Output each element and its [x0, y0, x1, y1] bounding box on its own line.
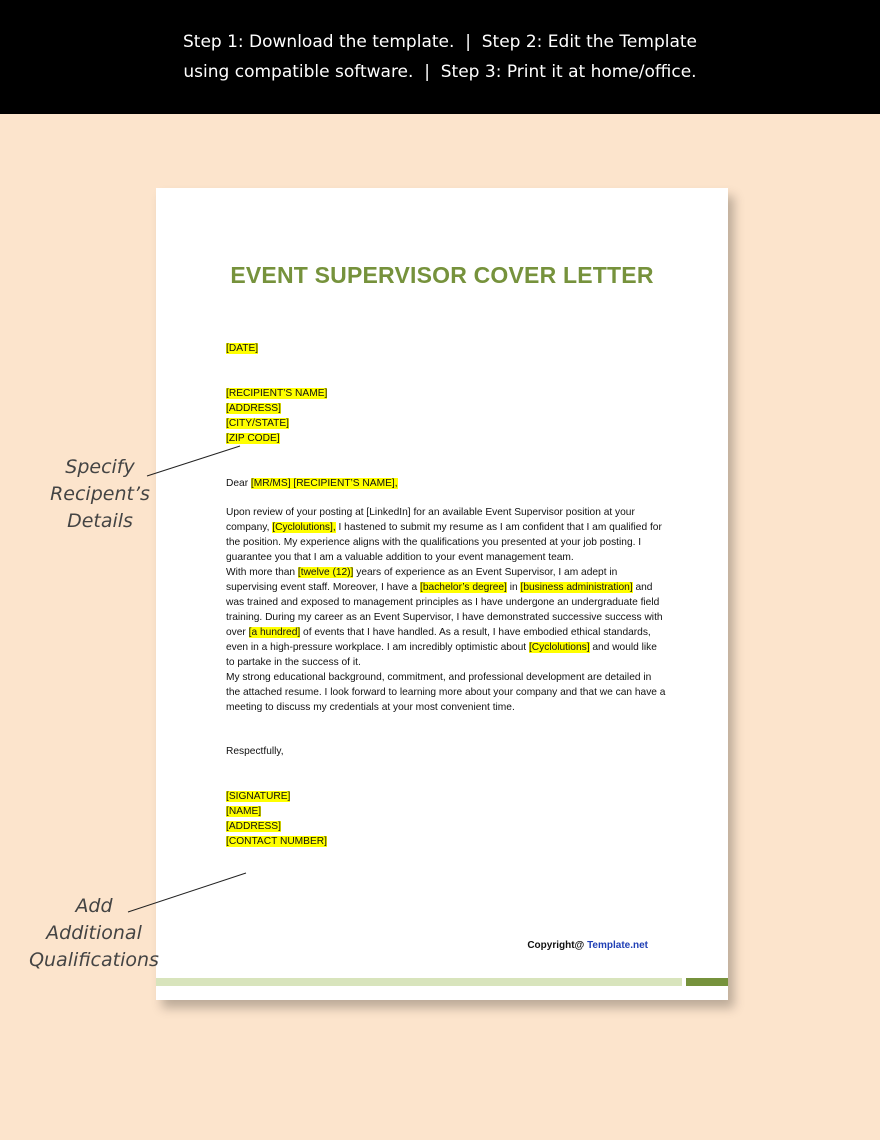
- document-title: EVENT SUPERVISOR COVER LETTER: [230, 262, 654, 288]
- letter-body: [226, 341, 666, 849]
- para2-text-3: in: [506, 582, 521, 593]
- banner-line-1: Step 1: Download the template. | Step 2: Edit the Template: [182, 32, 697, 52]
- copyright-label: Copyright@: [527, 940, 588, 951]
- para2-highlight-3: [business administration]: [520, 582, 633, 593]
- banner-line-2: using compatible software. | Step 3: Print it at home/office.: [183, 62, 697, 82]
- sender-contact: [CONTACT NUMBER]: [226, 836, 327, 847]
- para2-highlight-4: [a hundred]: [248, 627, 301, 638]
- footer-bar-light: [156, 978, 682, 986]
- document-page: [156, 188, 728, 1000]
- sender-signature: [SIGNATURE]: [226, 791, 291, 802]
- footer-bar-dark: [686, 978, 728, 986]
- para2-text-5: of events that I have handled. As a result, I have embodied ethical standards, even in a high-pressure workplace. I am incredibly optimistic about: [226, 627, 651, 653]
- callout-qual-line-3: Qualifications: [29, 949, 159, 971]
- callout-recipient-line-3: Details: [67, 510, 133, 532]
- para1-highlight-1: [Cyclolutions],: [272, 522, 336, 533]
- paragraph-1: [226, 505, 666, 565]
- para2-highlight-1: [twelve (12)]: [297, 567, 354, 578]
- paragraph-2: [226, 565, 666, 670]
- instruction-banner: [0, 0, 880, 114]
- callout-qual-line-1: Add: [75, 895, 113, 917]
- callout-recipient-line-2: Recipent’s: [50, 483, 150, 505]
- sender-block: [226, 789, 666, 849]
- date-placeholder: [DATE]: [226, 343, 259, 354]
- template-net-link[interactable]: Template.net: [587, 940, 648, 951]
- recipient-address: [ADDRESS]: [226, 403, 281, 414]
- para2-text-4: and was trained and exposed to management principles as I have undergone an undergraduate field training. During my career as an Event Supervisor, I have demonstrated successive success with over: [226, 582, 663, 638]
- callout-additional-qualifications: [18, 893, 170, 974]
- salutation: [226, 476, 666, 491]
- para2-text-6: and would like to partake in the success of it.: [226, 642, 657, 668]
- salutation-name: [MR/MS] [RECIPIENT’S NAME],: [250, 478, 398, 489]
- para2-highlight-2: [bachelor’s degree]: [420, 582, 507, 593]
- callout-recipient-details: [38, 454, 162, 535]
- para2-text-1: With more than: [226, 567, 298, 578]
- sender-name: [NAME]: [226, 806, 262, 817]
- para2-highlight-5: [Cyclolutions]: [528, 642, 590, 653]
- recipient-block: [226, 386, 666, 446]
- paragraph-3: My strong educational background, commitment, and professional development are detailed in the attached resume. I look forward to learning more about your company and that we can have a meeting to discuss my credentials at your most convenient time.: [226, 672, 666, 713]
- recipient-name: [RECIPIENT’S NAME]: [226, 388, 328, 399]
- para1-text-1: Upon review of your posting at [LinkedIn] for an available Event Supervisor position at your company,: [226, 507, 635, 533]
- callout-qual-line-2: Additional: [46, 922, 142, 944]
- para2-text-2: years of experience as an Event Supervisor, I am adept in supervising event staff. Moreover, I have a: [226, 567, 618, 593]
- copyright-notice: [527, 940, 648, 951]
- sender-address: [ADDRESS]: [226, 821, 281, 832]
- closing: Respectfully,: [226, 746, 284, 757]
- recipient-zip: [ZIP CODE]: [226, 433, 280, 444]
- recipient-city-state: [CITY/STATE]: [226, 418, 290, 429]
- para1-text-2: I hastened to submit my resume as I am confident that I am qualified for the position. My experience aligns with the qualifications you presented at your job posting. I guarantee you that I am a valuable addition to your event management team.: [226, 522, 662, 563]
- callout-recipient-line-1: Specify: [65, 456, 135, 478]
- salutation-prefix: Dear: [226, 478, 251, 489]
- date-line: [226, 341, 666, 356]
